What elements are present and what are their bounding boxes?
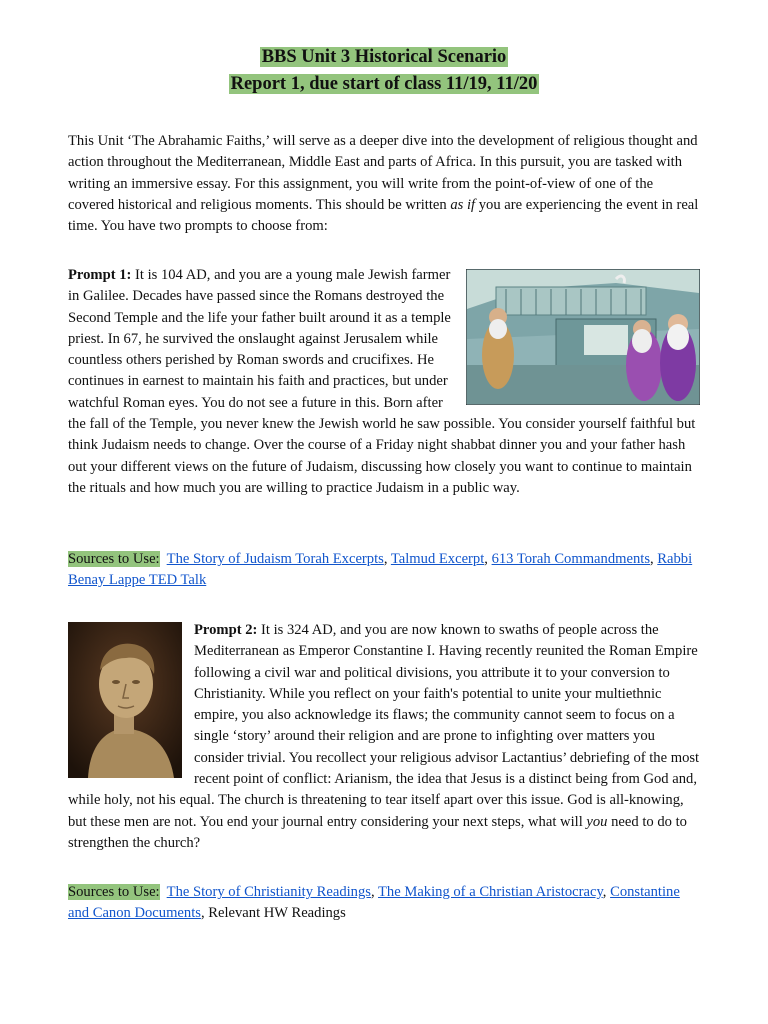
prompt2-section [68, 620, 700, 854]
link-christianity-readings[interactable]: The Story of Christianity Readings [166, 884, 371, 900]
prompt2-label: Prompt 2: [194, 622, 258, 638]
link-constantine-canon[interactable]: Constantine and Canon Documents [68, 884, 680, 922]
prompt2-text-end: need to do to strengthen the church? [68, 813, 687, 851]
link-talmud-excerpt[interactable]: Talmud Excerpt [390, 551, 485, 567]
prompt1-text: It is 104 AD, and you are a young male Jewish farmer in Galilee. Decades have passed since the Romans destroyed the Second Temple and the life your father built around it as a temple priest. In 67, he survived the onslaught against Jerusalem while countless others perished by Roman swords and crucifixes. He continues in earnest to maintain his faith and practices, but under watchful Roman eyes. You do not see a future in this. Born after the fall of the Temple, you never knew the Jewish world he saw possible. You consider yourself faithful but think Judaism needs to change. Over the course of a Friday night shabbat dinner you and your father hash out your different views on the future of Judaism, discussing how closely you want to continue to maintain the rituals and how much you are willing to practice Judaism in a public way. [68, 267, 696, 496]
sources2-section: Sources to Use: The Story of Christianity Readings, The Making of a Christian Aristocracy, Constantine and Canon Documents, Relevant HW Readings [68, 884, 680, 922]
link-torah-excerpts[interactable]: The Story of Judaism Torah Excerpts [166, 551, 384, 567]
constantine-bust-photo [68, 622, 182, 778]
prompt2-emphasis: you [586, 813, 608, 830]
link-christian-aristocracy[interactable]: The Making of a Christian Aristocracy [378, 884, 603, 900]
sources2-label: Sources to Use: [68, 884, 160, 900]
intro-text-end: you are experiencing the event in real time. You have two prompts to choose from: [68, 196, 699, 235]
intro-paragraph [68, 131, 700, 237]
prompt2-text: It is 324 AD, and you are now known to swaths of people across the Mediterranean as Emperor Constantine I. Having recently reunited the Roman Empire following a civil war and political divisions, you attribute it to your conversion to Christianity. While you reflect on your faith's potential to unite your multiethnic empire, you also acknowledge its flaws; the community cannot seem to focus on a single ‘story’ around their religion and are prone to infighting over matters you consider trivial. You recollect your religious advisor Lactantius’ debriefing of the most recent point of conflict: Arianism, the idea that Jesus is a distinct being from God and, while holy, not his equal. The church is threatening to tear itself apart over this issue. God is all-knowing, but these men are not. You end your journal entry considering your next steps, what will [68, 622, 700, 830]
prompt1-label: Prompt 1: [68, 267, 132, 283]
intro-emphasis: as if [450, 196, 476, 213]
intro-text: This Unit ‘The Abrahamic Faiths,’ will serve as a deeper dive into the development of religious thought and action throughout the Mediterranean, Middle East and parts of Africa. In this pursuit, you are tasked with writing an immersive essay. For this assignment, you will write from the point-of-view of one of the covered historical and religious moments. This should be written [68, 133, 698, 213]
sources1-label: Sources to Use: [68, 551, 160, 567]
temple-priests-illustration [466, 269, 700, 405]
link-lappe-ted-talk[interactable]: Rabbi Benay Lappe TED Talk [68, 551, 693, 589]
link-613-commandments[interactable]: 613 Torah Commandments [491, 551, 650, 567]
title-block [0, 44, 768, 98]
page-subtitle: Report 1, due start of class 11/19, 11/20 [230, 74, 538, 94]
prompt1-section [68, 265, 700, 499]
relevant-hw-readings: Relevant HW Readings [208, 905, 346, 922]
page-title: BBS Unit 3 Historical Scenario [261, 47, 507, 67]
sources1-section: Sources to Use: The Story of Judaism Torah Excerpts, Talmud Excerpt, 613 Torah Commandments, Rabbi Benay Lappe TED Talk [68, 551, 693, 589]
